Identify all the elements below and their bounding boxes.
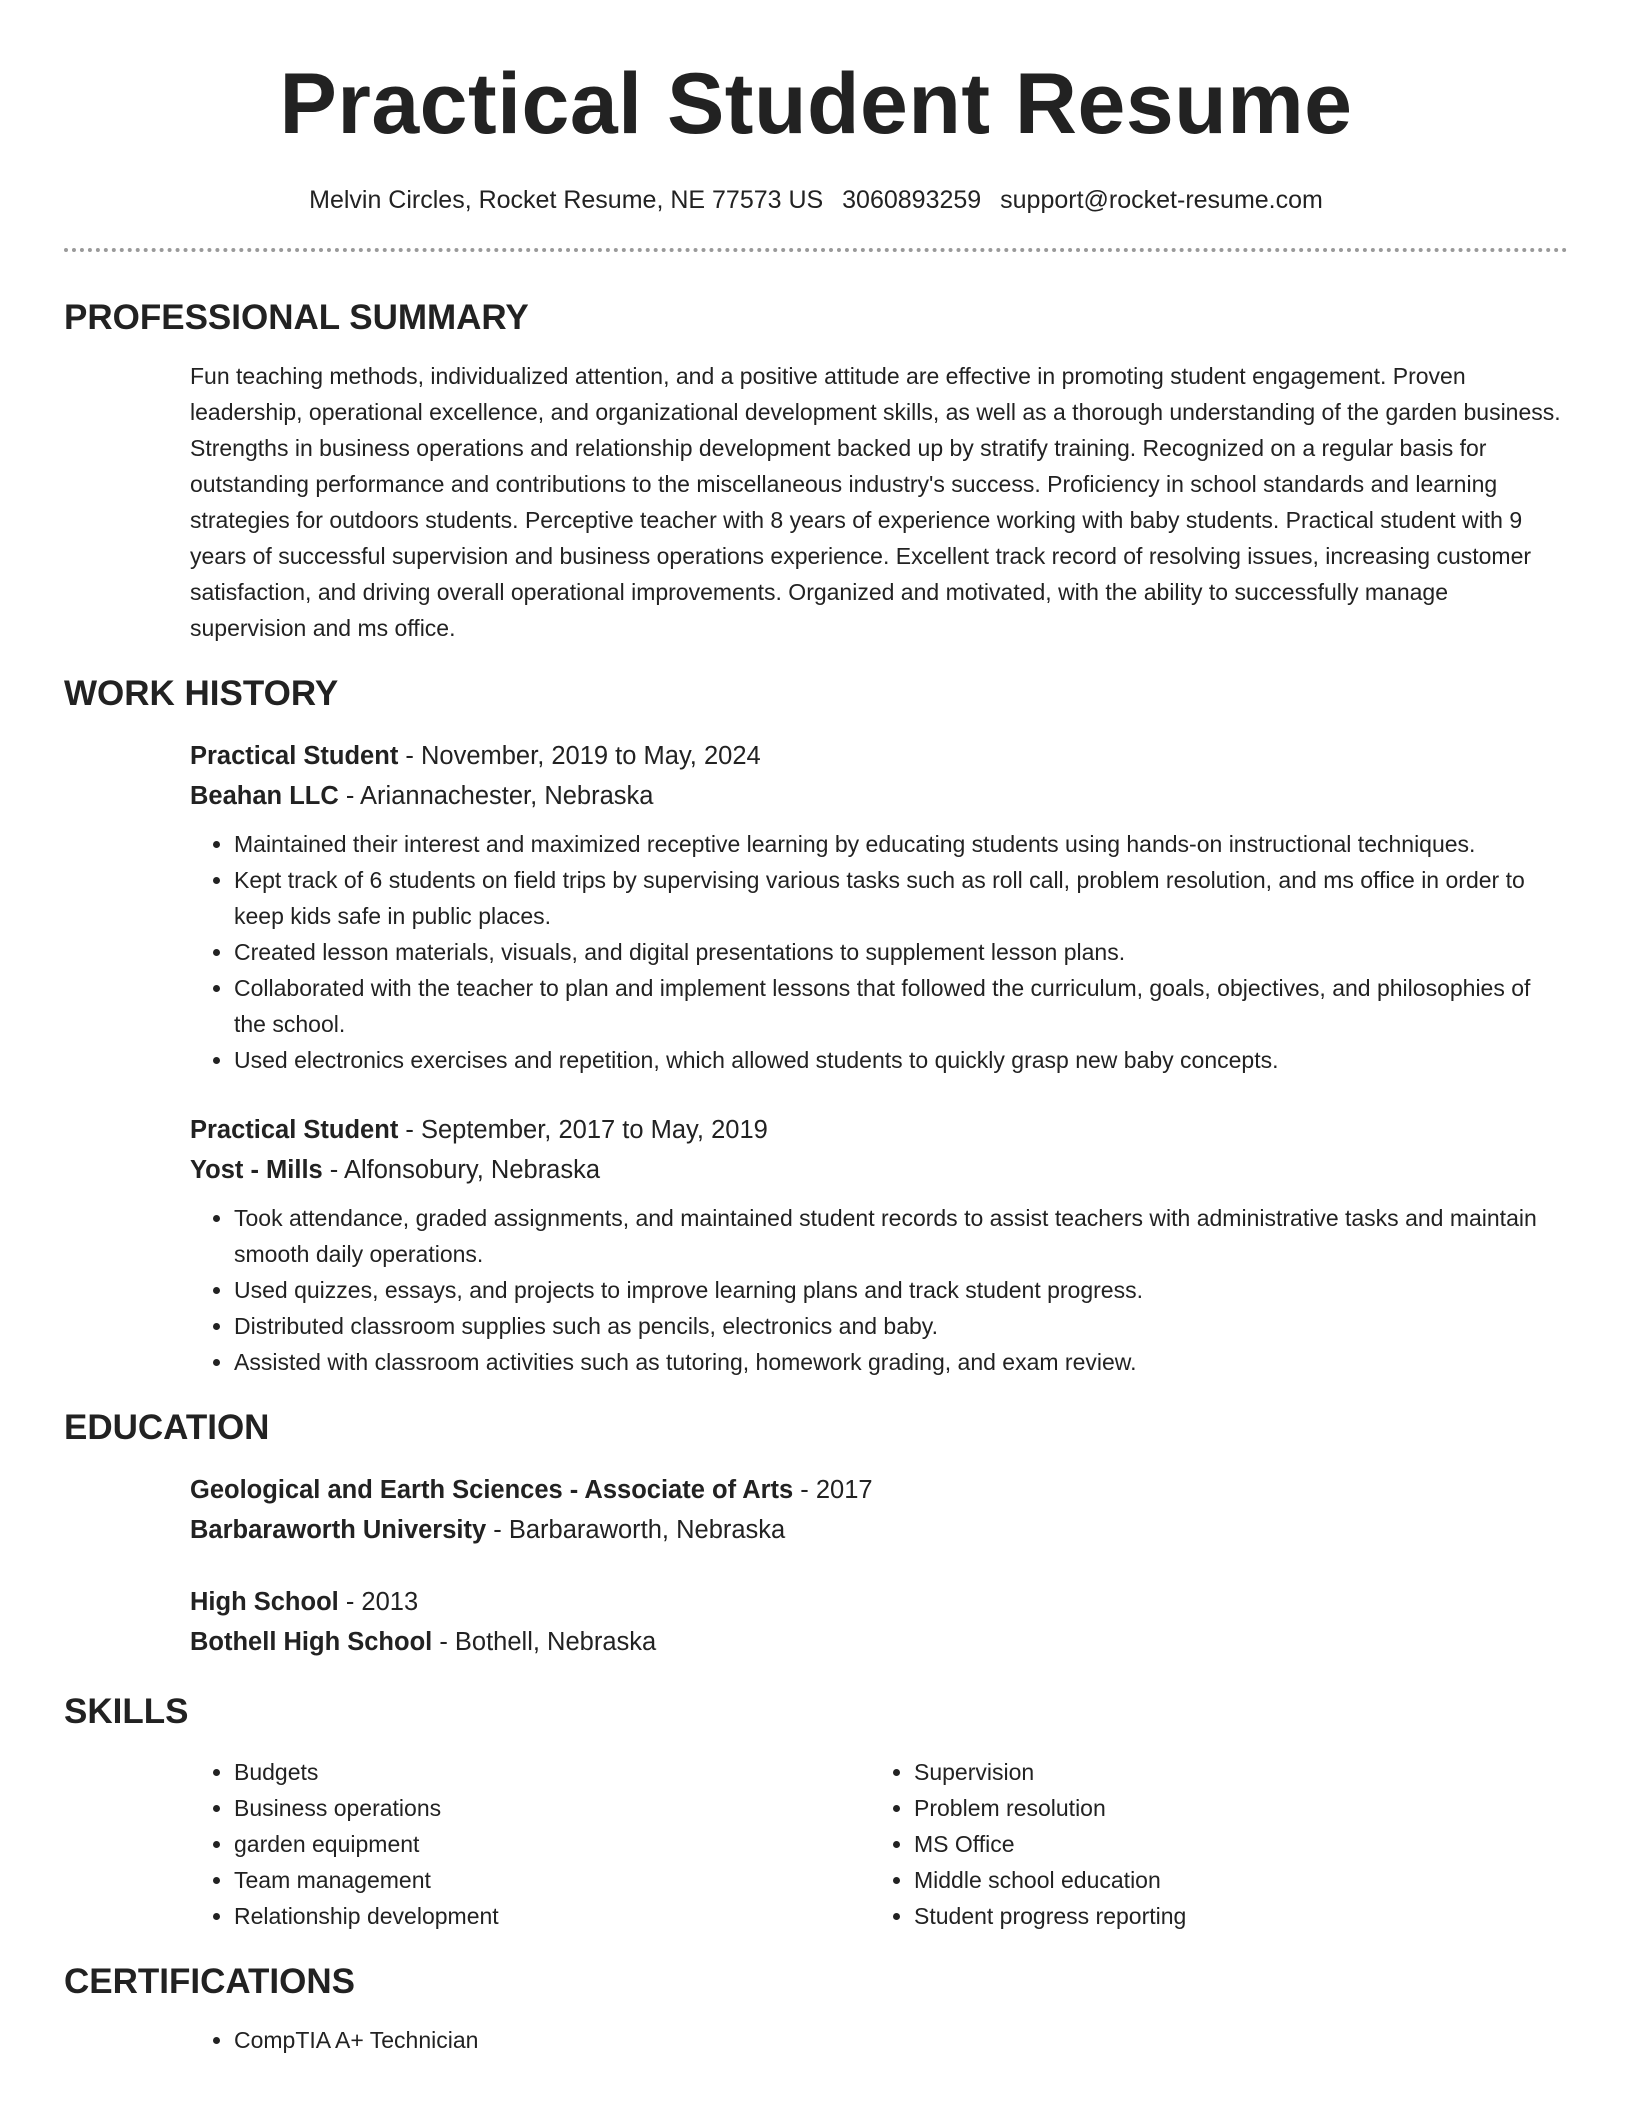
job-bullet: • Kept track of 6 students on field trips by supervising various tasks such as roll call, problem resolution, and ms office in order to keep kids safe in public places. (234, 862, 1568, 934)
education-degree: Geological and Earth Sciences - Associate of Arts (190, 1476, 794, 1504)
job-bullet: • Took attendance, graded assignments, and maintained student records to assist teachers with administrative tasks and maintain smooth daily operations. (234, 1200, 1568, 1272)
header-divider (64, 248, 1568, 252)
job-bullets (190, 1200, 1568, 1380)
skill-item: • Student progress reporting (914, 1898, 1550, 1934)
skills-column-left (190, 1754, 870, 1934)
education-degree: High School (190, 1588, 339, 1616)
job-location: - Ariannachester, Nebraska (338, 782, 654, 810)
skill-item: • Budgets (234, 1754, 870, 1790)
job-dates: - November, 2019 to May, 2024 (398, 742, 761, 770)
education-location: - Bothell, Nebraska (432, 1628, 657, 1656)
job-dates: - September, 2017 to May, 2019 (398, 1116, 768, 1144)
job-bullets (190, 826, 1568, 1078)
certifications-body (190, 2022, 1568, 2058)
contact-line (64, 184, 1568, 216)
certifications-list (190, 2022, 1568, 2058)
skill-item: • Business operations (234, 1790, 870, 1826)
section-title-skills: SKILLS (64, 1692, 189, 1731)
job-location: - Alfonsobury, Nebraska (322, 1156, 601, 1184)
summary-body (190, 358, 1568, 646)
skills-list (190, 1754, 870, 1934)
education-school: Barbaraworth University (190, 1516, 487, 1544)
education-degree-line (190, 1470, 1568, 1510)
summary-text: Fun teaching methods, individualized attention, and a positive attitude are effective in promoting student engagement. Proven leadership, operational excellence, and organizational development skills, as well as a thorough understanding of the garden business. Strengths in business operations and relationship development backed up by stratify training. Recognized on a regular basis for outstanding performance and contributions to the miscellaneous industry's success. Proficiency in school standards and learning strategies for outdoors students. Perceptive teacher with 8 years of experience working with baby students. Practical student with 9 years of successful supervision and business operations experience. Excellent track record of resolving issues, increasing customer satisfaction, and driving overall operational improvements. Organized and motivated, with the ability to successfully manage supervision and ms office. (190, 363, 1561, 641)
education-school: Bothell High School (190, 1628, 433, 1656)
job-bullet: • Maintained their interest and maximized receptive learning by educating students using hands-on instructional techniques. (234, 826, 1568, 862)
job-title-line (190, 1110, 1568, 1150)
education-entry (190, 1582, 1568, 1662)
skill-item: • garden equipment (234, 1826, 870, 1862)
job-bullet: • Assisted with classroom activities such as tutoring, homework grading, and exam review. (234, 1344, 1568, 1380)
contact-phone: 3060893259 (842, 186, 982, 214)
section-title-education: EDUCATION (64, 1408, 270, 1447)
education-school-line (190, 1622, 1568, 1662)
job-bullet: • Created lesson materials, visuals, and digital presentations to supplement lesson plans. (234, 934, 1568, 970)
contact-address: Melvin Circles, Rocket Resume, NE 77573 US (309, 186, 824, 214)
education-entry (190, 1470, 1568, 1550)
education-year: - 2017 (793, 1476, 873, 1504)
job-company-line (190, 1150, 1568, 1190)
job-title-line (190, 736, 1568, 776)
job-role: Practical Student (190, 1116, 399, 1144)
job-company-line (190, 776, 1568, 816)
job-bullet: • Used electronics exercises and repetition, which allowed students to quickly grasp new baby concepts. (234, 1042, 1568, 1078)
certification-item: • CompTIA A+ Technician (234, 2022, 1568, 2058)
skill-item: • MS Office (914, 1826, 1550, 1862)
job-company: Yost - Mills (190, 1156, 323, 1184)
section-title-work-history: WORK HISTORY (64, 674, 339, 713)
skill-item: • Team management (234, 1862, 870, 1898)
contact-email: support@rocket-resume.com (1000, 186, 1323, 214)
job-bullet: • Distributed classroom supplies such as pencils, electronics and baby. (234, 1308, 1568, 1344)
section-title-summary: PROFESSIONAL SUMMARY (64, 298, 529, 337)
education-year: - 2013 (338, 1588, 419, 1616)
education-location: - Barbaraworth, Nebraska (486, 1516, 786, 1544)
job-role: Practical Student (190, 742, 399, 770)
skills-grid (190, 1754, 1568, 1934)
education-school-line (190, 1510, 1568, 1550)
job-bullet: • Used quizzes, essays, and projects to improve learning plans and track student progress. (234, 1272, 1568, 1308)
job-bullet: • Collaborated with the teacher to plan and implement lessons that followed the curriculum, goals, objectives, and philosophies of the school. (234, 970, 1568, 1042)
resume-name: Practical Student Resume (279, 56, 1353, 152)
skills-list (870, 1754, 1550, 1934)
education-degree-line (190, 1582, 1568, 1622)
job-entry (190, 736, 1568, 1078)
skill-item: • Supervision (914, 1754, 1550, 1790)
job-entry (190, 1110, 1568, 1380)
skill-item: • Problem resolution (914, 1790, 1550, 1826)
job-company: Beahan LLC (190, 782, 339, 810)
skills-column-right (870, 1754, 1550, 1934)
skill-item: • Relationship development (234, 1898, 870, 1934)
skill-item: • Middle school education (914, 1862, 1550, 1898)
section-title-certifications: CERTIFICATIONS (64, 1962, 356, 2001)
resume-page (64, 0, 1568, 2058)
